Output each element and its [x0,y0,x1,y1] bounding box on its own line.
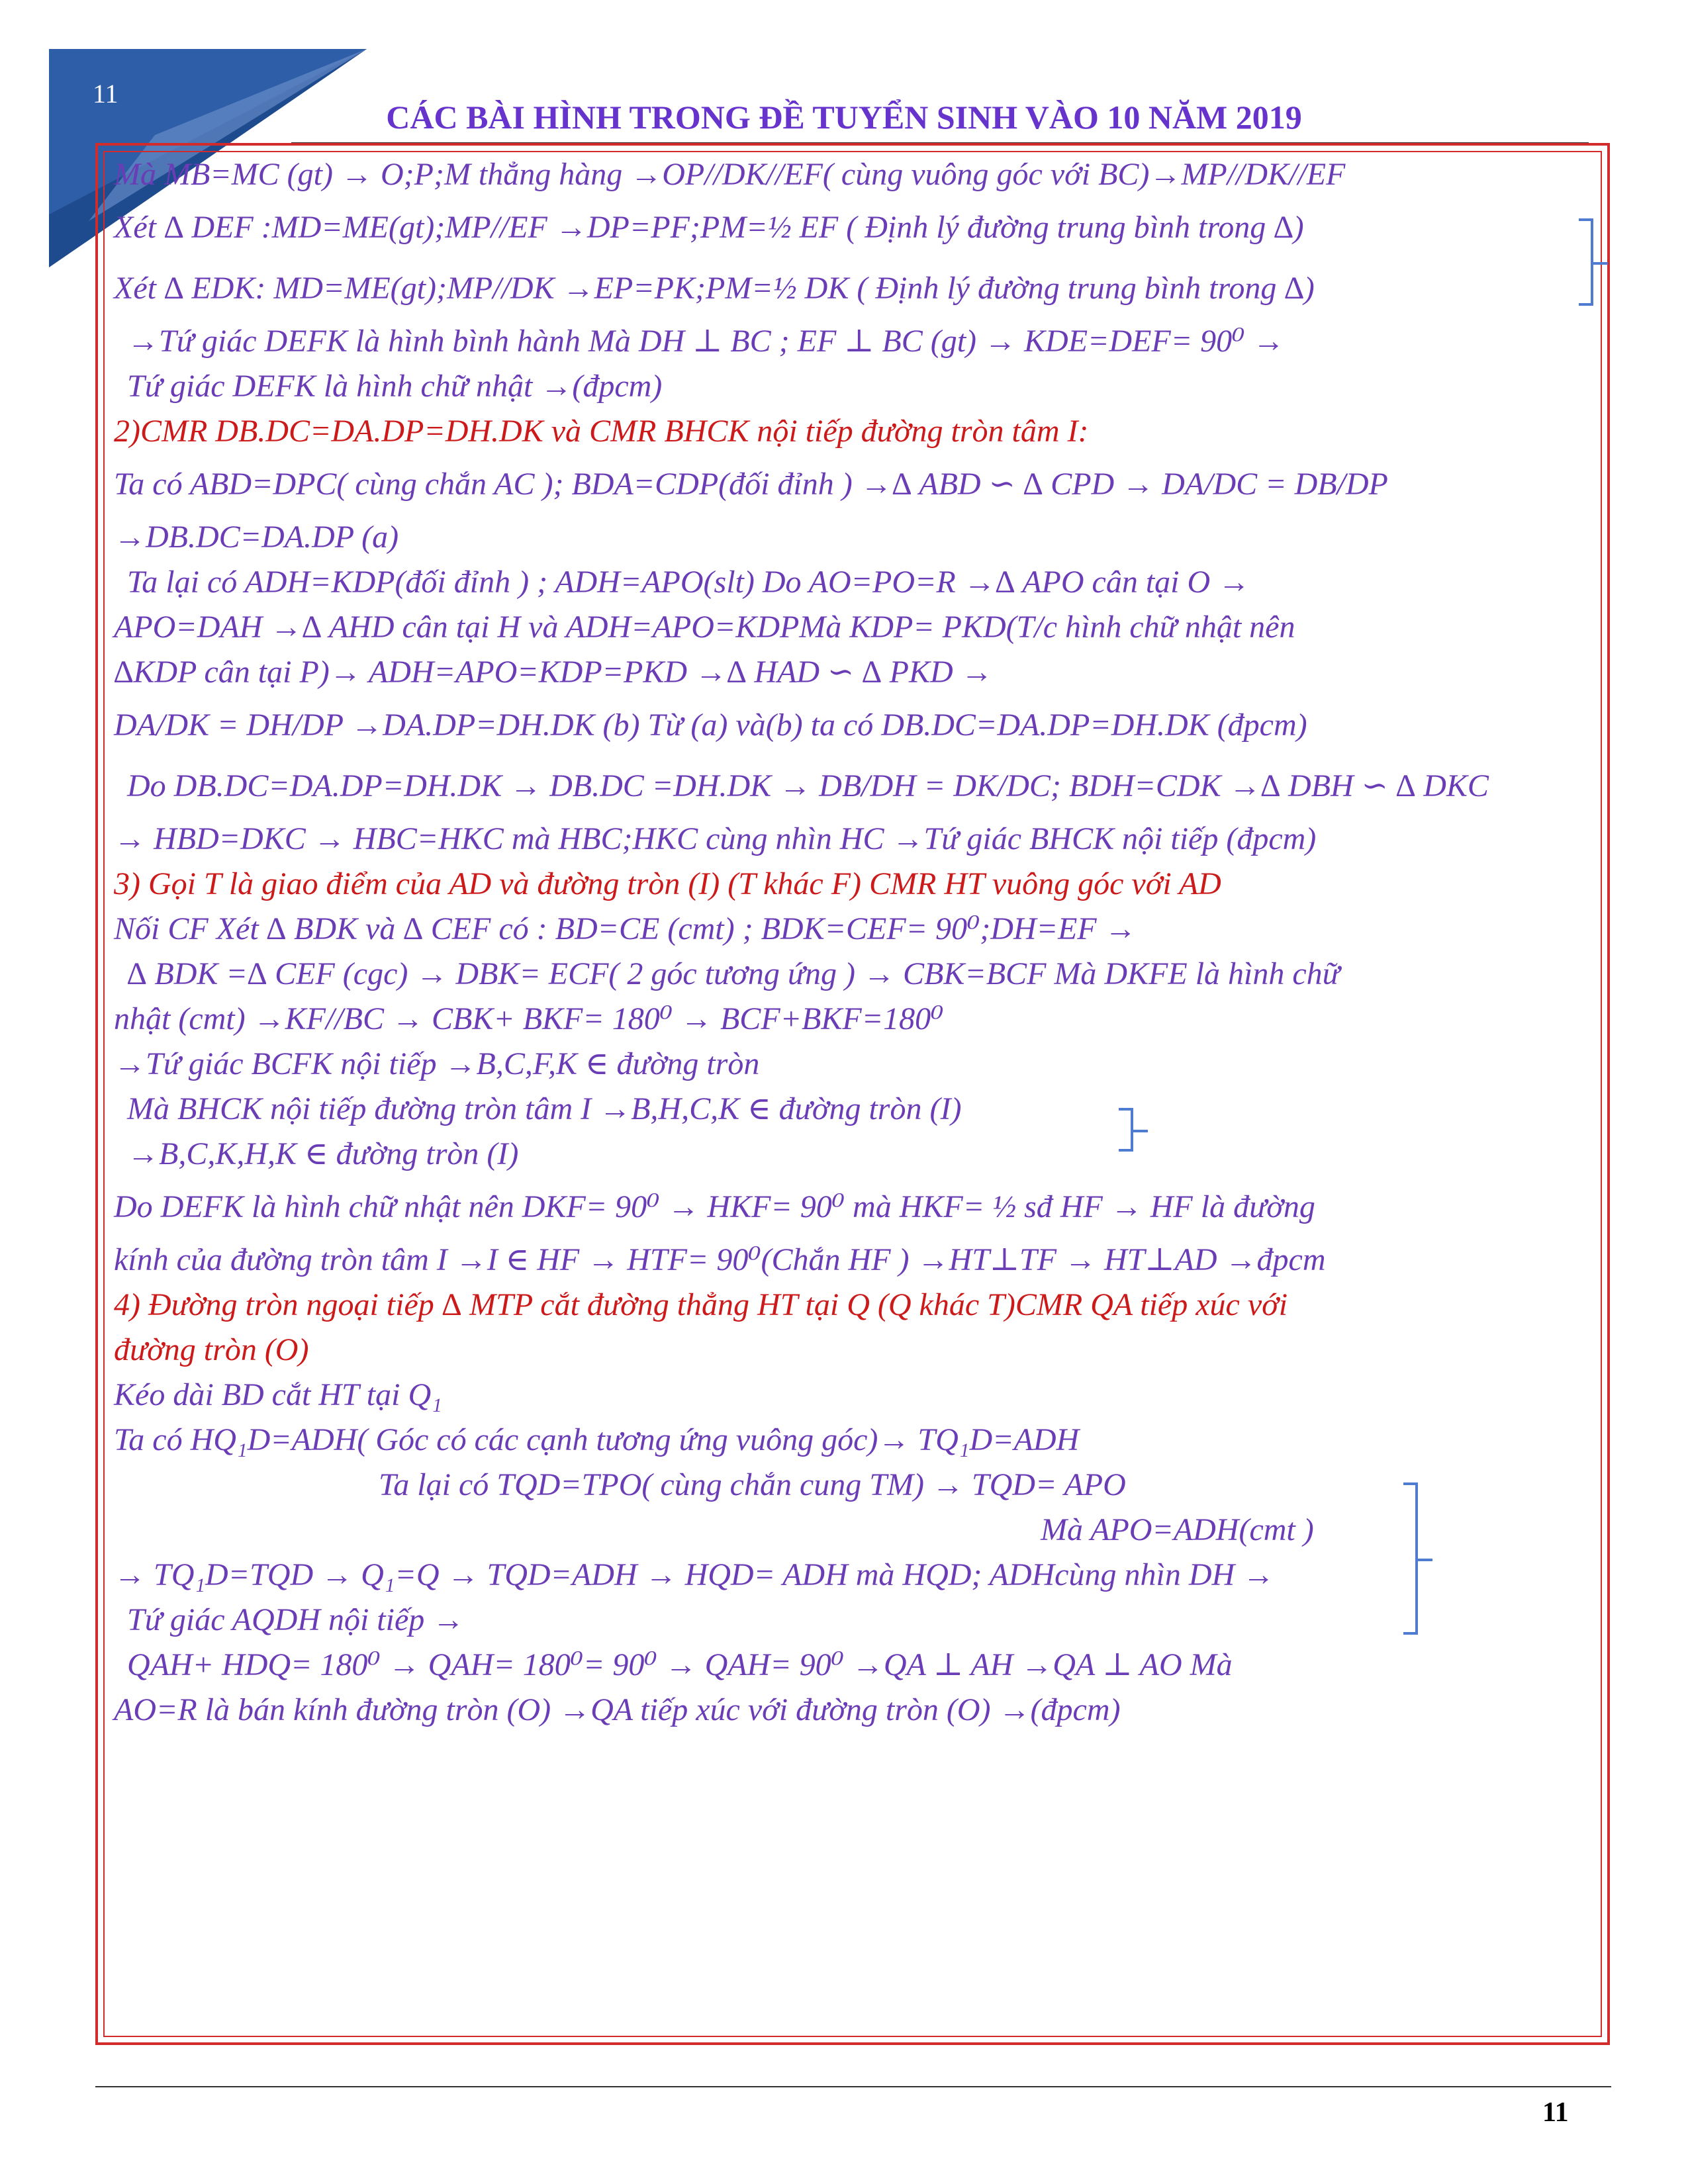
text-line: Nối CF Xét ∆ BDK và ∆ CEF có : BD=CE (cmt) ; BDK=CEF= 90⁰;DH=EF → [114,911,1137,946]
text-line: AO=R là bán kính đường tròn (O) →QA tiếp xúc với đường tròn (O) →(đpcm) [114,1692,1121,1727]
text-line: Do DEFK là hình chữ nhật nên DKF= 90⁰ → HKF= 90⁰ mà HKF= ½ sđ HF → HF là đường [114,1189,1315,1224]
text-line: Tứ giác DEFK là hình chữ nhật →(đpcm) [127,369,663,404]
text-line: →Tứ giác BCFK nội tiếp →B,C,F,K ∈ đường tròn [114,1046,760,1081]
text-line: →DB.DC=DA.DP (a) [114,520,399,555]
text-line: Ta lại có ADH=KDP(đối đỉnh ) ; ADH=APO(slt) Do AO=PO=R →∆ APO cân tại O → [127,565,1250,600]
text-line: Xét ∆ EDK: MD=ME(gt);MP//DK →EP=PK;PM=½ DK ( Định lý đường trung bình trong ∆) [114,271,1315,306]
text-line: ∆KDP cân tại P)→ ADH=APO=KDP=PKD →∆ HAD ∽ ∆ PKD → [114,655,993,690]
text-line: → HBD=DKC → HBC=HKC mà HBC;HKC cùng nhìn HC →Tứ giác BHCK nội tiếp (đpcm) [114,821,1317,856]
section-heading: đường tròn (O) [114,1332,309,1367]
footer-divider [95,2086,1611,2087]
solution-text [114,152,1603,1733]
text-line: kính của đường tròn tâm I →I ∈ HF → HTF= 90⁰(Chắn HF ) →HT⊥TF → HT⊥AD →đpcm [114,1242,1326,1277]
text-line: Mà BHCK nội tiếp đường tròn tâm I →B,H,C,K ∈ đường tròn (I) [127,1091,962,1126]
footer-page-number: 11 [1542,2097,1569,2128]
section-heading: 2)CMR DB.DC=DA.DP=DH.DK và CMR BHCK nội tiếp đường tròn tâm I: [114,414,1089,449]
text-line: Xét ∆ DEF :MD=ME(gt);MP//EF →DP=PF;PM=½ EF ( Định lý đường trung bình trong ∆) [114,210,1304,245]
text-line: Ta có ABD=DPC( cùng chắn AC ); BDA=CDP(đối đỉnh ) →∆ ABD ∽ ∆ CPD → DA/DC = DB/DP [114,467,1388,502]
text-line: DA/DK = DH/DP →DA.DP=DH.DK (b) Từ (a) và(b) ta có DB.DC=DA.DP=DH.DK (đpcm) [114,707,1307,743]
text-line: nhật (cmt) →KF//BC → CBK+ BKF= 180⁰ → BCF+BKF=180⁰ [114,1001,944,1036]
text-line: Do DB.DC=DA.DP=DH.DK → DB.DC =DH.DK → DB/DH = DK/DC; BDH=CDK →∆ DBH ∽ ∆ DKC [127,768,1489,803]
text-line: ∆ BDK =∆ CEF (cgc) → DBK= ECF( 2 góc tương ứng ) → CBK=BCF Mà DKFE là hình chữ [127,956,1340,991]
text-line: Ta có HQ₁D=ADH( Góc có các cạnh tương ứng vuông góc)→ TQ₁D=ADH [114,1422,1080,1457]
grouping-bracket [1403,1482,1418,1635]
section-heading: 4) Đường tròn ngoại tiếp ∆ MTP cắt đường thẳng HT tại Q (Q khác T)CMR QA tiếp xúc với [114,1287,1288,1322]
text-line: →Tứ giác DEFK là hình bình hành Mà DH ⊥ BC ; EF ⊥ BC (gt) → KDE=DEF= 90⁰ → [127,324,1285,359]
text-line: APO=DAH →∆ AHD cân tại H và ADH=APO=KDPMà KDP= PKD(T/c hình chữ nhật nên [114,610,1295,645]
text-line: Ta lại có TQD=TPO( cùng chắn cung TM) → TQD= APO [379,1467,1126,1502]
text-line: Tứ giác AQDH nội tiếp → [127,1602,465,1637]
text-line: QAH+ HDQ= 180⁰ → QAH= 180⁰= 90⁰ → QAH= 90⁰ →QA ⊥ AH →QA ⊥ AO Mà [127,1647,1233,1682]
text-line: Kéo dài BD cắt HT tại Q₁ [114,1377,442,1412]
grouping-bracket [1579,218,1593,306]
text-line: Mà APO=ADH(cmt ) [1041,1512,1314,1547]
text-line: Mà MB=MC (gt) → O;P;M thẳng hàng →OP//DK//EF( cùng vuông góc với BC)→MP//DK//EF [114,157,1346,192]
text-line: →B,C,K,H,K ∈ đường tròn (I) [127,1136,519,1171]
section-heading: 3) Gọi T là giao điểm của AD và đường tròn (I) (T khác F) CMR HT vuông góc với AD [114,866,1221,901]
grouping-bracket [1119,1108,1133,1152]
text-line: → TQ₁D=TQD → Q₁=Q → TQD=ADH → HQD= ADH mà HQD; ADHcùng nhìn DH → [114,1557,1275,1592]
corner-page-number: 11 [93,79,118,109]
page-title: CÁC BÀI HÌNH TRONG ĐỀ TUYỂN SINH VÀO 10 NĂM 2019 [386,99,1302,136]
